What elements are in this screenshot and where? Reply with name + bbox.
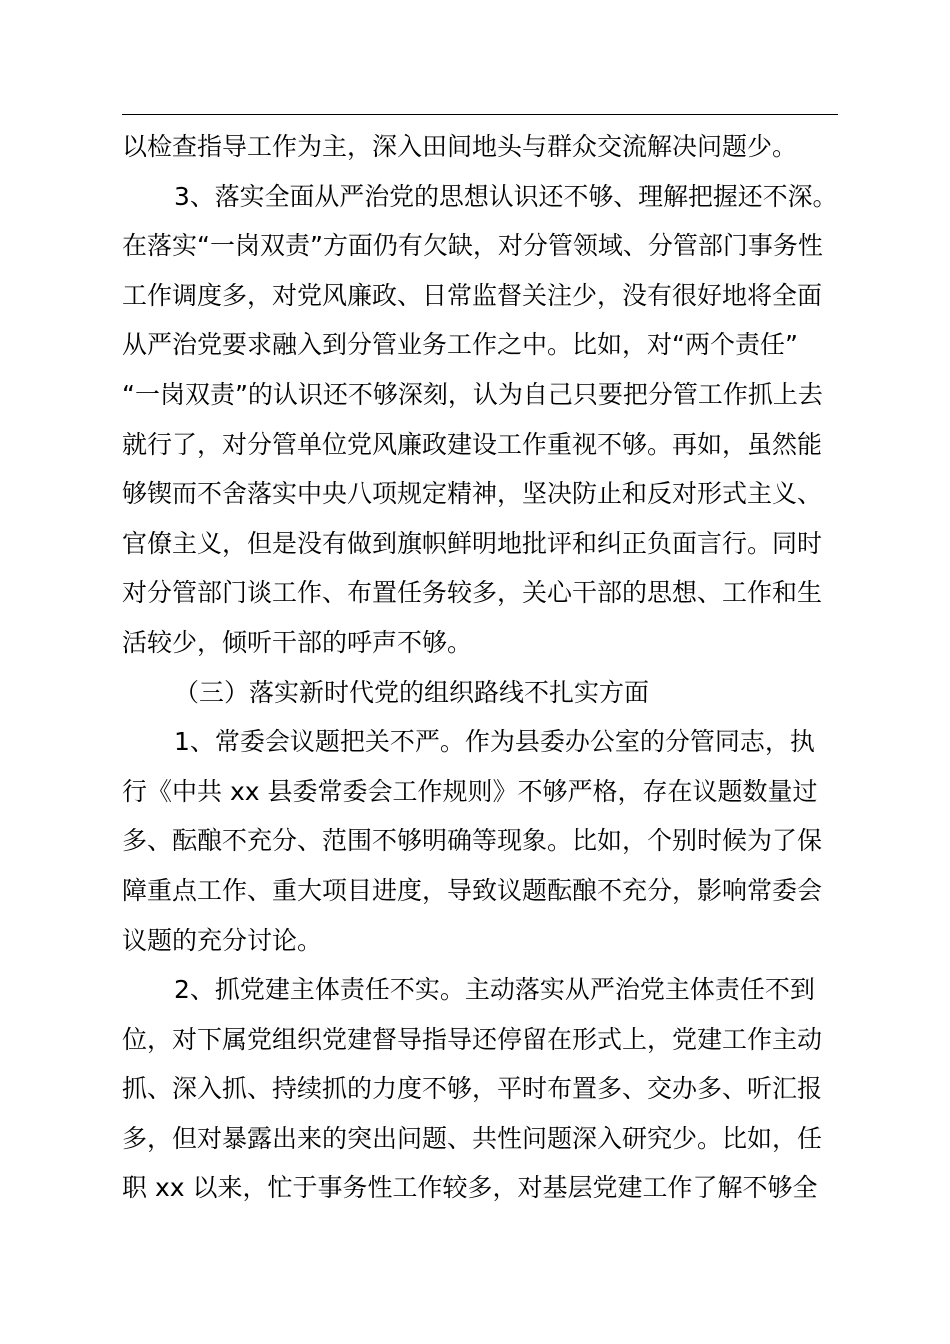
text-line: 够锲而不舍落实中央八项规定精神，坚决防止和反对形式主义、 [122,479,823,509]
section-heading: （三）落实新时代党的组织路线不扎实方面 [174,677,650,707]
text-line: 工作调度多，对党风廉政、日常监督关注少，没有很好地将全面 [122,280,823,310]
text-line: 对分管部门谈工作、布置任务较多，关心干部的思想、工作和生 [122,578,823,608]
text-line: 在落实“一岗双责”方面仍有欠缺，对分管领域、分管部门事务性 [122,231,823,261]
text-line: 抓、深入抓、持续抓的力度不够，平时布置多、交办多、听汇报 [122,1074,823,1104]
text-line: 职 xx 以来，忙于事务性工作较多，对基层党建工作了解不够全 [122,1173,818,1203]
text-line: “一岗双责”的认识还不够深刻，认为自己只要把分管工作抓上去 [122,379,823,409]
paragraph-start-line: 1、常委会议题把关不严。作为县委办公室的分管同志，执 [174,727,815,757]
text-line: 多，但对暴露出来的突出问题、共性问题深入研究少。比如，任 [122,1123,823,1153]
body-text [122,122,838,1213]
text-line: 多、酝酿不充分、范围不够明确等现象。比如，个别时候为了保 [122,826,823,856]
text-line: 议题的充分讨论。 [122,925,323,955]
paragraph-start-line: 2、抓党建主体责任不实。主动落实从严治党主体责任不到 [174,975,815,1005]
text-line: 障重点工作、重大项目进度，导致议题酝酿不充分，影响常委会 [122,875,823,905]
paragraph-start-line: 3、落实全面从严治党的思想认识还不够、理解把握还不深。 [174,181,838,211]
text-line: 官僚主义，但是没有做到旗帜鲜明地批评和纠正负面言行。同时 [122,528,823,558]
text-line: 从严治党要求融入到分管业务工作之中。比如，对“两个责任” [122,330,798,360]
header-rule [122,114,838,115]
text-line: 就行了，对分管单位党风廉政建设工作重视不够。再如，虽然能 [122,429,823,459]
text-line: 位，对下属党组织党建督导指导还停留在形式上，党建工作主动 [122,1024,823,1054]
text-line: 活较少，倾听干部的呼声不够。 [122,627,473,657]
text-line: 以检查指导工作为主，深入田间地头与群众交流解决问题少。 [122,132,798,161]
text-line: 行《中共 xx 县委常委会工作规则》不够严格，存在议题数量过 [122,776,818,806]
